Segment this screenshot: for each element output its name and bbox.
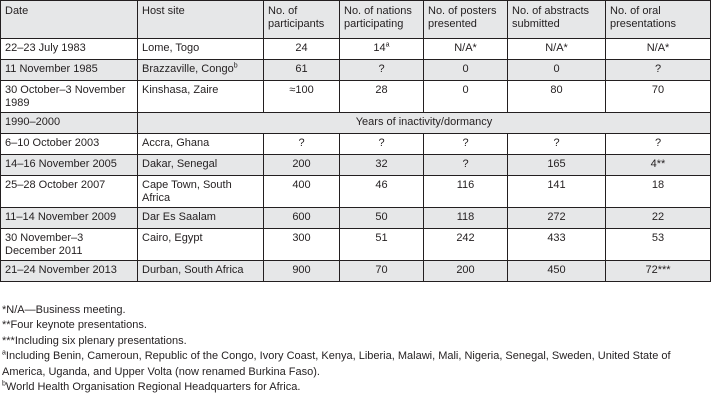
footnote-plenary: ***Including six plenary presentations. [2, 334, 187, 347]
cell-oral: N/A* [606, 39, 711, 60]
footnote-mark-b: b [2, 380, 6, 388]
table-footnotes [2, 303, 712, 395]
cell-site: Dar Es Saalam [138, 208, 264, 229]
cell-nations: ? [340, 134, 424, 155]
cell-nations: 32 [340, 155, 424, 176]
cell-posters: 242 [424, 229, 508, 261]
cell-participants: 600 [264, 208, 340, 229]
cell-posters: 0 [424, 81, 508, 113]
cell-abstracts: 450 [508, 261, 606, 282]
cell-participants: 400 [264, 176, 340, 208]
footnote-nations-text: Including Benin, Cameroun, Republic of the Congo, Ivory Coast, Kenya, Liberia, Malawi, Mali, Nigeria, Senegal, Sweden, United State of America, Uganda, and Upper Volta (now renamed Burkina Faso). [2, 350, 671, 378]
footnote-who-hq [2, 380, 712, 395]
cell-nations: 50 [340, 208, 424, 229]
cell-site: Cairo, Egypt [138, 229, 264, 261]
cell-posters: 0 [424, 60, 508, 81]
cell-abstracts: 141 [508, 176, 606, 208]
header-posters: No. of posters presented [424, 1, 508, 39]
header-oral: No. of oral presentations [606, 1, 711, 39]
table-row [1, 60, 711, 81]
cell-date: 30 November–3 December 2011 [1, 229, 138, 261]
cell-oral: 72*** [606, 261, 711, 282]
footnote-mark-a: a [385, 41, 390, 49]
table-row [1, 208, 711, 229]
cell-abstracts: ? [508, 134, 606, 155]
footnote-keynote: **Four keynote presentations. [2, 319, 147, 332]
cell-date: 14–16 November 2005 [1, 155, 138, 176]
cell-date: 21–24 November 2013 [1, 261, 138, 282]
cell-posters: ? [424, 155, 508, 176]
cell-abstracts: 433 [508, 229, 606, 261]
header-abstracts: No. of abstracts submitted [508, 1, 606, 39]
dormancy-note: Years of inactivity/dormancy [138, 113, 711, 134]
cell-site: Accra, Ghana [138, 134, 264, 155]
cell-posters: 116 [424, 176, 508, 208]
cell-abstracts: 272 [508, 208, 606, 229]
cell-date: 6–10 October 2003 [1, 134, 138, 155]
cell-participants: ? [264, 134, 340, 155]
cell-date: 22–23 July 1983 [1, 39, 138, 60]
cell-site: Cape Town, South Africa [138, 176, 264, 208]
footnote-business-meeting: *N/A—Business meeting. [2, 304, 126, 316]
header-row [1, 1, 711, 39]
header-nations: No. of nations participating [340, 1, 424, 39]
cell-site-value: Brazzaville, Congo [142, 63, 234, 75]
table-row [1, 155, 711, 176]
cell-posters: 118 [424, 208, 508, 229]
cell-nations: 28 [340, 81, 424, 113]
table-header [1, 1, 711, 39]
cell-site [138, 60, 264, 81]
cell-participants: 900 [264, 261, 340, 282]
cell-abstracts: 165 [508, 155, 606, 176]
table-row [1, 261, 711, 282]
table-row [1, 39, 711, 60]
cell-oral: 18 [606, 176, 711, 208]
cell-nations: 46 [340, 176, 424, 208]
header-date: Date [1, 1, 138, 39]
cell-participants: 200 [264, 155, 340, 176]
footnote-nations-list [2, 349, 712, 380]
cell-participants: 300 [264, 229, 340, 261]
cell-abstracts: N/A* [508, 39, 606, 60]
cell-oral: 53 [606, 229, 711, 261]
cell-nations-value: 14 [373, 42, 386, 54]
cell-oral: 70 [606, 81, 711, 113]
table-row [1, 81, 711, 113]
table-body [1, 39, 711, 282]
cell-posters: N/A* [424, 39, 508, 60]
cell-site: Durban, South Africa [138, 261, 264, 282]
cell-date: 11 November 1985 [1, 60, 138, 81]
cell-nations: 51 [340, 229, 424, 261]
footnote-mark-a: a [2, 349, 6, 357]
cell-date: 25–28 October 2007 [1, 176, 138, 208]
cell-site: Lome, Togo [138, 39, 264, 60]
footnote-mark-b: b [233, 62, 238, 70]
cell-abstracts: 80 [508, 81, 606, 113]
cell-participants: 24 [264, 39, 340, 60]
header-participants: No. of participants [264, 1, 340, 39]
cell-nations: ? [340, 60, 424, 81]
cell-posters: ? [424, 134, 508, 155]
cell-participants: ≈100 [264, 81, 340, 113]
header-host-site: Host site [138, 1, 264, 39]
table-row [1, 113, 711, 134]
cell-oral: 22 [606, 208, 711, 229]
cell-oral: 4** [606, 155, 711, 176]
cell-participants: 61 [264, 60, 340, 81]
cell-nations: 70 [340, 261, 424, 282]
cell-oral: ? [606, 60, 711, 81]
cell-date: 30 October–3 November 1989 [1, 81, 138, 113]
cell-date: 1990–2000 [1, 113, 138, 134]
cell-oral: ? [606, 134, 711, 155]
cell-abstracts: 0 [508, 60, 606, 81]
cell-posters: 200 [424, 261, 508, 282]
cell-nations [340, 39, 424, 60]
table-row [1, 176, 711, 208]
table-row [1, 134, 711, 155]
table-row [1, 229, 711, 261]
cell-date: 11–14 November 2009 [1, 208, 138, 229]
cell-site: Kinshasa, Zaire [138, 81, 264, 113]
footnote-who-text: World Health Organisation Regional Headquarters for Africa. [5, 381, 301, 394]
cell-site: Dakar, Senegal [138, 155, 264, 176]
